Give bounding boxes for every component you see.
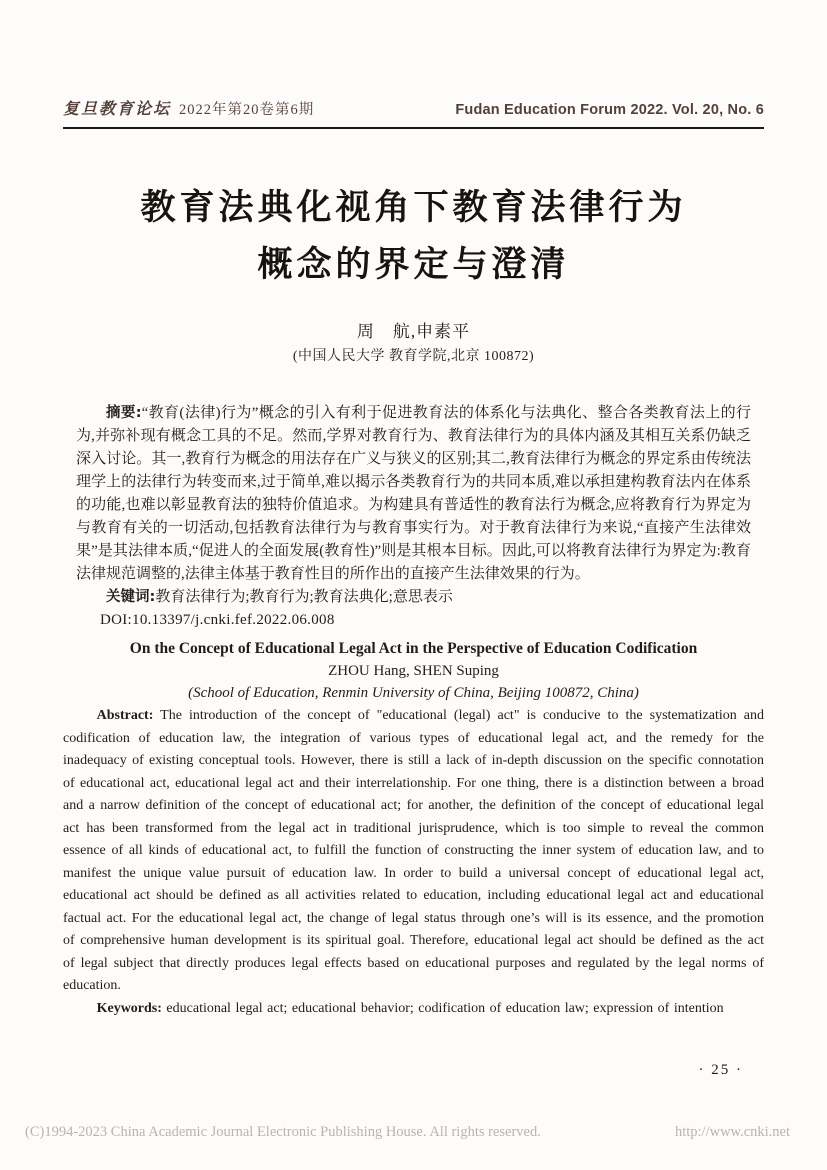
title-line-1: 教育法典化视角下教育法律行为 [140, 187, 687, 228]
abstract-zh [76, 402, 751, 586]
abstract-text-zh: “教育(法律)行为”概念的引入有利于促进教育法的体系化与法典化、整合各类教育法上的行为,并弥补现有概念工具的不足。然而,学界对教育行为、教育法律行为的具体内涵及其相互关系仍缺乏深入讨论。其一,教育行为概念的用法存在广义与狭义的区别;其二,教育法律行为概念的界定系由传统法理学上的法律行为转变而来,过于简单,难以揭示各类教育行为的共同本质,难以承担建构教育法内在体系的功能,也难以彰显教育法的独特价值追求。为构建具有普适性的教育法行为概念,应将教育行为界定为与教育有关的一切活动,包括教育法律行为与教育事实行为。对于教育法律行为来说,“直接产生法律效果”是其法律本质,“促进人的全面发展(教育性)”则是其根本目标。因此,可以将教育法律行为界定为:教育法律规范调整的,法律主体基于教育性目的所作出的直接产生法律效果的行为。 [76, 405, 751, 582]
page-number: · 25 · [698, 1062, 743, 1078]
keywords-label-en: Keywords: [96, 1000, 162, 1016]
authors-en: ZHOU Hang, SHEN Suping [328, 663, 499, 679]
title-line-2: 概念的界定与澄清 [257, 244, 570, 285]
footer-url: http://www.cnki.net [674, 1124, 790, 1140]
abstract-en [63, 705, 764, 998]
keywords-label-zh: 关键词: [106, 589, 156, 605]
abstract-label-zh: 摘要: [106, 405, 142, 421]
doi-line: DOI:10.13397/j.cnki.fef.2022.06.008 [100, 612, 335, 628]
keywords-text-zh: 教育法律行为;教育行为;教育法典化;意思表示 [155, 589, 453, 605]
abstract-label-en: Abstract: [96, 708, 154, 723]
journal-header-left [63, 96, 314, 119]
affiliation-zh: (中国人民大学 教育学院,北京 100872) [292, 349, 535, 364]
article-title-en: On the Concept of Educational Legal Act in the Perspective of Education Codification [129, 640, 698, 657]
abstract-text-en: The introduction of the concept of "educational (legal) act" is conducive to the systematization and codification of education law, the integration of various types of educational legal act, and the remedy for the inadequacy of existing conceptual tools. However, there is still a lack of in-depth discussion on the specific connotation of educational act, educational legal act and their interrelationship. For one thing, there is a distinction between a broad and a narrow definition of the concept of educational act; for another, the definition of the concept of educational legal act has been transformed from the legal act in traditional jurisprudence, which is too simple to reveal the common essence of all kinds of educational act, to fulfill the function of constructing the inner system of education law, and to manifest the unique value pursuit of education law. In order to build a universal concept of educational legal act, educational act should be defined as all activities related to education, including educational legal act and educational factual act. For the educational legal act, the change of legal status through one’s will is its essence, and the promotion of comprehensive human development is its spiritual goal. Therefore, educational legal act should be defined as the act of legal subject that directly produces legal effects based on educational purposes and regulated by the legal norms of education. [63, 708, 764, 993]
journal-name-en: Fudan Education Forum 2022. Vol. 20, No. 6 [455, 102, 764, 118]
keywords-text-en: educational legal act; educational behavior; codification of education law; expression of intention [166, 1000, 724, 1016]
keywords-zh [76, 586, 751, 609]
affiliation-en: (School of Education, Renmin University of China, Beijing 100872, China) [188, 685, 639, 701]
journal-name-zh: 复旦教育论坛 [63, 99, 172, 118]
chinese-abstract-block [76, 402, 751, 632]
header-rule [63, 127, 764, 129]
footer-copyright: (C)1994-2023 China Academic Journal Electronic Publishing House. All rights reserved. [25, 1124, 541, 1140]
journal-issue-zh: 2022年第20卷第6期 [179, 102, 315, 118]
footer [25, 1124, 790, 1141]
journal-header [63, 96, 764, 119]
authors-zh: 周 航,申素平 [356, 322, 471, 341]
article-title-zh [63, 179, 764, 293]
keywords-en [63, 998, 764, 1021]
